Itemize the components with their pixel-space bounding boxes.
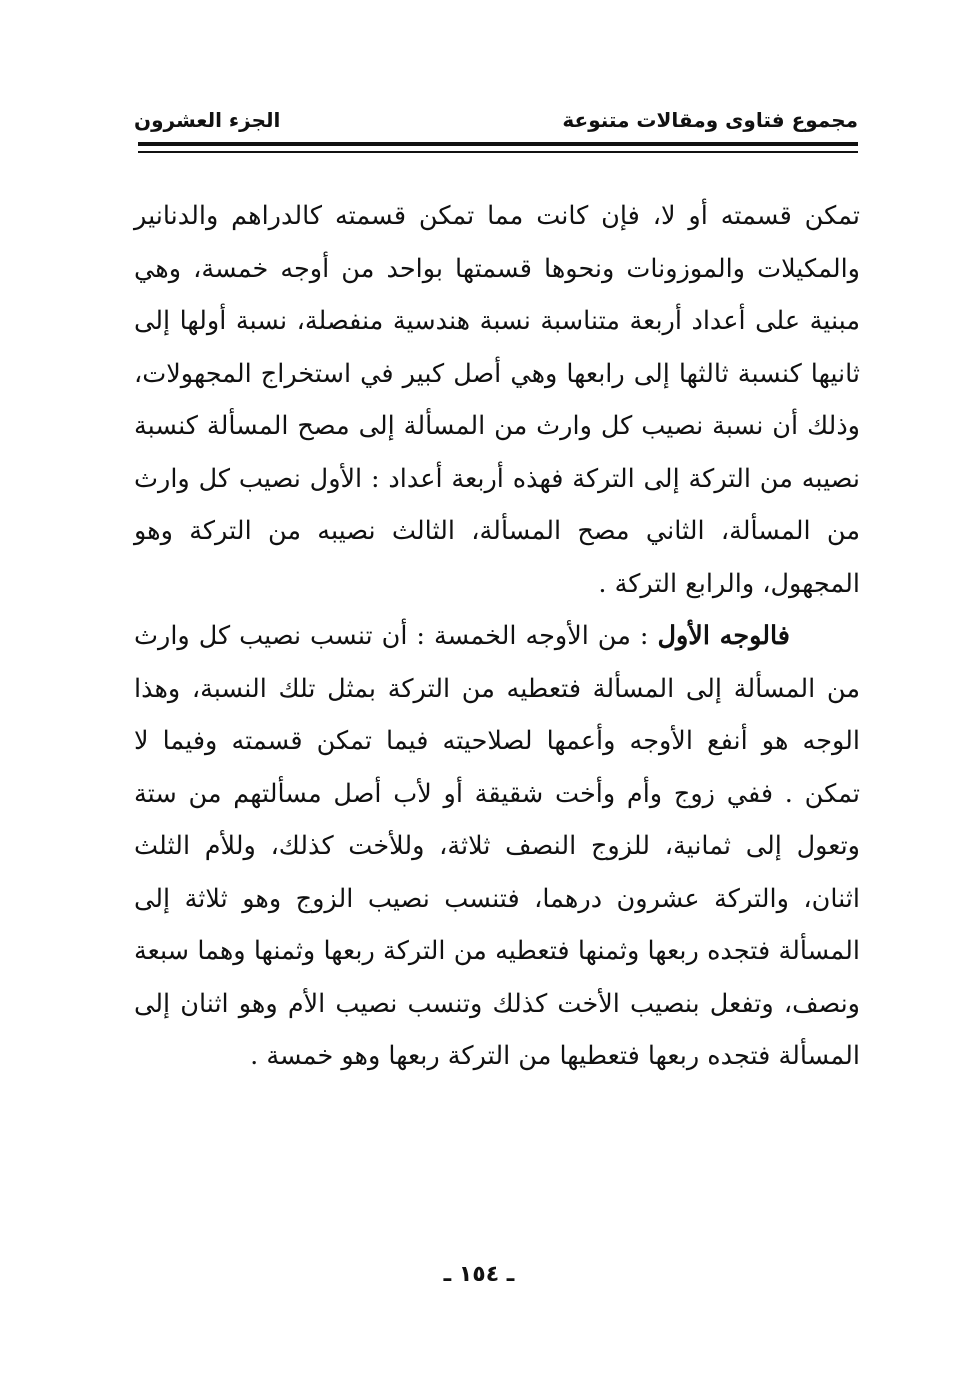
running-head — [134, 92, 858, 132]
header-rule-thick — [138, 142, 858, 146]
paragraph-2-text: : من الأوجه الخمسة : أن تنسب نصيب كل وارث من المسألة إلى المسألة فتعطيه من التركة بمثل تلك النسبة، وهذا الوجه هو أنفع الأوجه وأعمها لصلاحيته فيما تمكن قسمته وفيما لا تمكن . ففي زوج وأم وأخت شقيقة أو لأب أصل مسألتهم من ستة وتعول إلى ثمانية، للزوج النصف ثلاثة، وللأخت كذلك، وللأم الثلث اثنان، والتركة عشرون درهما، فتنسب نصيب الزوج وهو ثلاثة إلى المسألة فتجده ربعها وثمنها فتعطيه من التركة ربعها وثمنها وهما سبعة ونصف، وتفعل بنصيب الأخت كذلك وتنسب نصيب الأم وهو اثنان إلى المسألة فتجده ربعها فتعطيها من التركة ربعها وهو خمسة . — [134, 621, 860, 1071]
body-text — [134, 190, 860, 1083]
page-number: ـ ١٥٤ ـ — [443, 1262, 515, 1287]
book-title: مجموع فتاوى ومقالات متنوعة — [562, 108, 858, 132]
volume-label: الجزء العشرون — [134, 108, 281, 132]
header-rule-thin — [138, 151, 858, 153]
paragraph-1: تمكن قسمته أو لا، فإن كانت مما تمكن قسمته كالدراهم والدنانير والمكيلات والموزونات ونحوها قسمتها بواحد من أوجه خمسة، وهي مبنية على أعداد أربعة متناسبة نسبة هندسية منفصلة، نسبة أولها إلى ثانيها كنسبة ثالثها إلى رابعها وهي أصل كبير في استخراج المجهولات، وذلك أن نسبة نصيب كل وارث من المسألة إلى مصح المسألة كنسبة نصيبه من التركة إلى التركة فهذه أربعة أعداد : الأول نصيب كل وارث من المسألة، الثاني مصح المسألة، الثالث نصيبه من التركة وهو المجهول، والرابع التركة . — [134, 201, 860, 599]
paragraph-2 — [134, 610, 860, 1083]
paragraph-2-lead: فالوجه الأول — [657, 621, 790, 651]
